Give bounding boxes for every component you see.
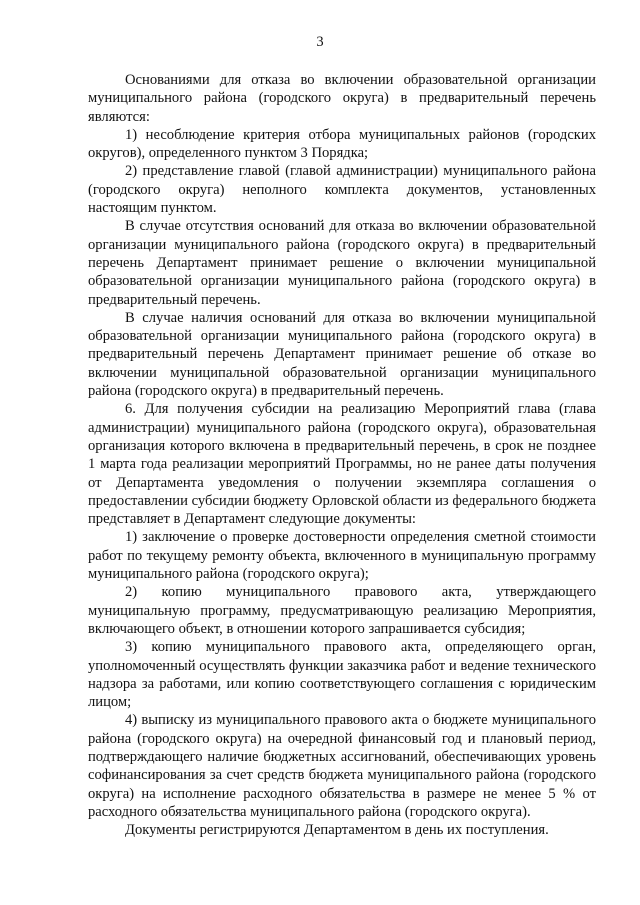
paragraph-item-1: 1) несоблюдение критерия отбора муниципальных районов (городских округов), определенного пунктом 3 Порядка; — [88, 126, 596, 162]
paragraph-no-grounds: В случае отсутствия оснований для отказа во включении образовательной организации муниципального района (городского округа) в предварительный перечень Департамент принимает решение о включении муниципальной образовательной организации муниципального района (городского округа) в предварительный перечень. — [88, 218, 596, 308]
paragraph-item-2: 2) представление главой (главой администрации) муниципального района (городского округа) неполного комплекта документов, установленных настоящим пунктом. — [88, 163, 596, 217]
paragraph-refusal-grounds: Основаниями для отказа во включении образовательной организации муниципального района (городского округа) в предварительный перечень являются: — [88, 72, 596, 125]
paragraph-grounds-present: В случае наличия оснований для отказа во включении муниципальной образовательной организации муниципального района (городского округа) в предварительный перечень Департамент принимает решение об отказе во включении муниципальной образовательной организации муниципального района (городского округа) в предварительный перечень. — [88, 309, 596, 400]
paragraph-doc-4: 4) выписку из муниципального правового акта о бюджете муниципального района (городского округа) на очередной финансовый год и плановый период, подтверждающего наличие бюджетных ассигнований, обеспечивающих уровень софинансирования за счет средств бюджета муниципального района (городского округа) на исполнение расходного обязательства в размере не менее 5 % от расходного обязательства муниципального района (городского округа). — [88, 712, 596, 820]
paragraph-section-6: 6. Для получения субсидии на реализацию Мероприятий глава (глава администрации) муниципального района (городского округа), образовательная организация которого включена в предварительный перечень, в срок не позднее 1 марта года реализации мероприятий Программы, но не ранее даты получения от Департамента уведомления о получении экземпляра соглашения о предоставлении субсидии бюджету Орловской области из федерального бюджета представляет в Департамент следующие документы: — [88, 401, 596, 528]
document-body — [88, 71, 596, 839]
paragraph-doc-2: 2) копию муниципального правового акта, утверждающего муниципальную программу, предусматривающую реализацию Мероприятия, включающего объект, в отношении которого запрашивается субсидия; — [88, 584, 596, 637]
paragraph-doc-3: 3) копию муниципального правового акта, определяющего орган, уполномоченный осуществлять функции заказчика работ и ведение технического надзора за работами, или копию соответствующего соглашения с юридическим лицом; — [88, 639, 596, 711]
paragraph-registration: Документы регистрируются Департаментом в день их поступления. — [125, 822, 549, 839]
page-number: 3 — [316, 34, 324, 50]
paragraph-doc-1: 1) заключение о проверке достоверности определения сметной стоимости работ по текущему ремонту объекта, включенного в муниципальную программу муниципального района (городского округа); — [88, 529, 596, 583]
